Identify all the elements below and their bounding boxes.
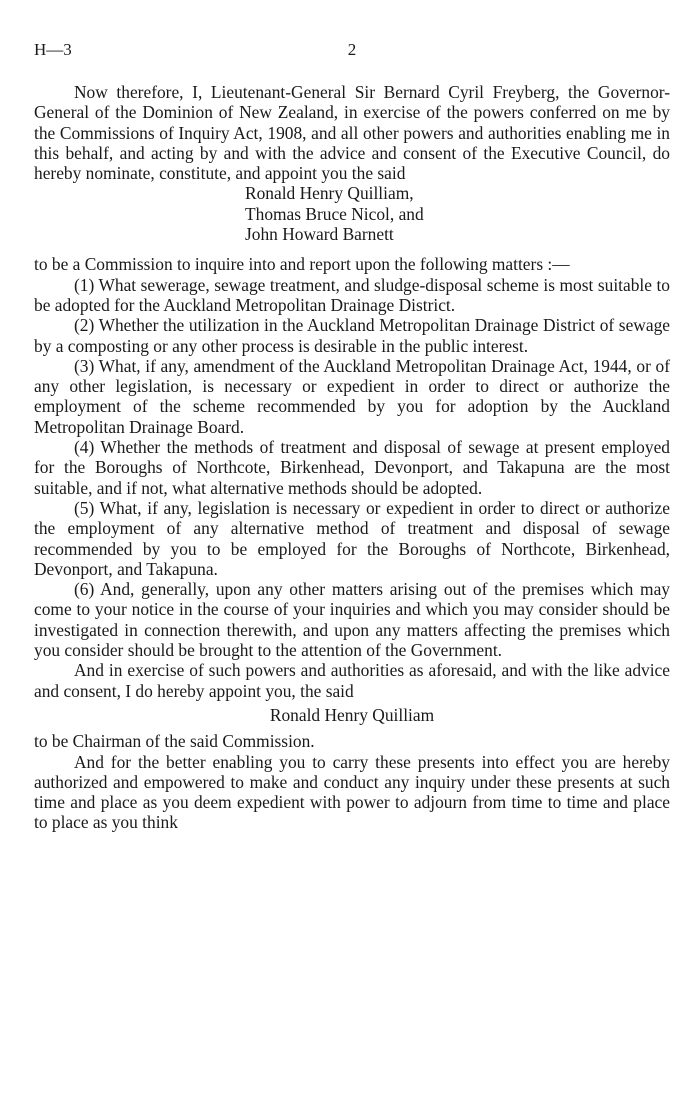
document-body — [34, 82, 670, 833]
page-number: 2 — [347, 40, 357, 59]
document-page — [34, 40, 670, 833]
chairman-role-paragraph: to be Chairman of the said Commission. — [34, 731, 315, 752]
matter-item: (1) What sewerage, sewage treatment, and sludge-disposal scheme is most suitable to be adopted for the Auckland Metropolitan Drainage District. — [34, 274, 670, 315]
commissioner-name: John Howard Barnett — [245, 224, 394, 245]
chairman-name: Ronald Henry Quilliam — [269, 704, 435, 725]
document-code: H—3 — [34, 40, 72, 59]
page-header — [34, 40, 670, 64]
commission-paragraph: to be a Commission to inquire into and report upon the following matters :— — [34, 254, 570, 275]
commissioner-name: Thomas Bruce Nicol, and — [245, 203, 424, 224]
chairman-intro-paragraph: And in exercise of such powers and authorities as aforesaid, and with the like advice and consent, I do hereby appoint you, the said — [34, 660, 670, 701]
matter-item: (4) Whether the methods of treatment and disposal of sewage at present employed for the Boroughs of Northcote, Birkenhead, Devonport, and Takapuna are the most suitable, and if not, what alternative methods should be adopted. — [34, 437, 670, 498]
closing-paragraph: And for the better enabling you to carry these presents into effect you are hereby authorized and empowered to make and conduct any inquiry under these presents at such time and place as you deem expedient with power to adjourn from time to time and place to place as you think — [34, 751, 670, 833]
matter-item: (6) And, generally, upon any other matters arising out of the premises which may come to your notice in the course of your inquiries and which you may consider should be investigated in connection therewith, and upon any matters affecting the premises which you consider should be brought to the attention of the Government. — [34, 579, 670, 661]
commissioner-name: Ronald Henry Quilliam, — [245, 183, 414, 204]
matter-item: (2) Whether the utilization in the Auckland Metropolitan Drainage District of sewage by a composting or any other process is desirable in the public interest. — [34, 315, 670, 356]
commissioner-list — [34, 183, 670, 244]
matter-item: (5) What, if any, legislation is necessary or expedient in order to direct or authorize the employment of any alternative method of treatment and disposal of sewage recommended by you to be employed for the Boroughs of Northcote, Birkenhead, Devonport, and Takapuna. — [34, 497, 670, 579]
matter-item: (3) What, if any, amendment of the Auckland Metropolitan Drainage Act, 1944, or of any other legislation, is necessary or expedient in order to direct or authorize the employment of the scheme recommended by you for adoption by the Auckland Metropolitan Drainage Board. — [34, 355, 670, 437]
intro-paragraph: Now therefore, I, Lieutenant-General Sir Bernard Cyril Freyberg, the Governor-General of the Dominion of New Zealand, in exercise of the powers conferred on me by the Commissions of Inquiry Act, 1908, and all other powers and authorities enabling me in this behalf, and acting by and with the advice and consent of the Executive Council, do hereby nominate, constitute, and appoint you the said — [34, 82, 670, 184]
